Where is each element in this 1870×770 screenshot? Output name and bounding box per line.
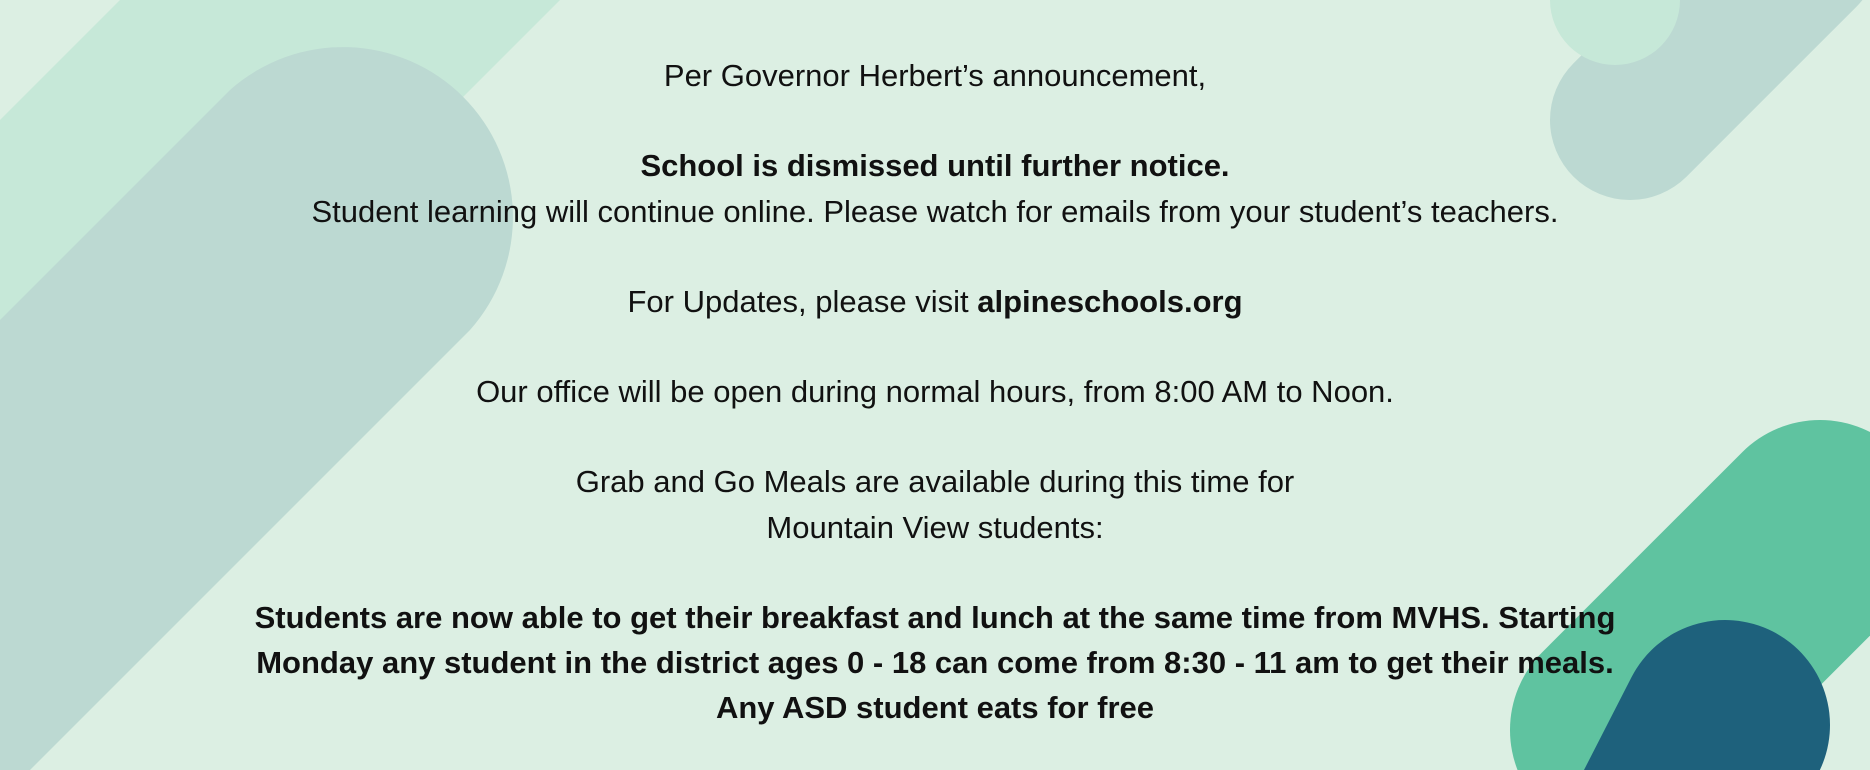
- online-learning-text: Student learning will continue online. Please watch for emails from your student’s teachers.: [311, 194, 1559, 229]
- meals-detail-line-1: Students are now able to get their breakfast and lunch at the same time from MVHS. Starting: [254, 600, 1616, 635]
- headline-text: School is dismissed until further notice.: [640, 148, 1230, 183]
- updates-prefix: For Updates, please visit: [627, 284, 978, 319]
- office-hours-text: Our office will be open during normal hours, from 8:00 AM to Noon.: [476, 374, 1394, 409]
- meals-detail-line-3: Any ASD student eats for free: [715, 690, 1155, 725]
- meals-detail-line-2: Monday any student in the district ages 0 - 18 can come from 8:30 - 11 am to get their meals.: [256, 645, 1614, 680]
- meals-text-line-1: Grab and Go Meals are available during this time for: [575, 464, 1295, 499]
- updates-text: [0, 282, 1870, 322]
- updates-website-link[interactable]: alpineschools.org: [977, 284, 1243, 319]
- meals-text-line-2: Mountain View students:: [766, 510, 1104, 545]
- intro-text: Per Governor Herbert’s announcement,: [663, 58, 1207, 93]
